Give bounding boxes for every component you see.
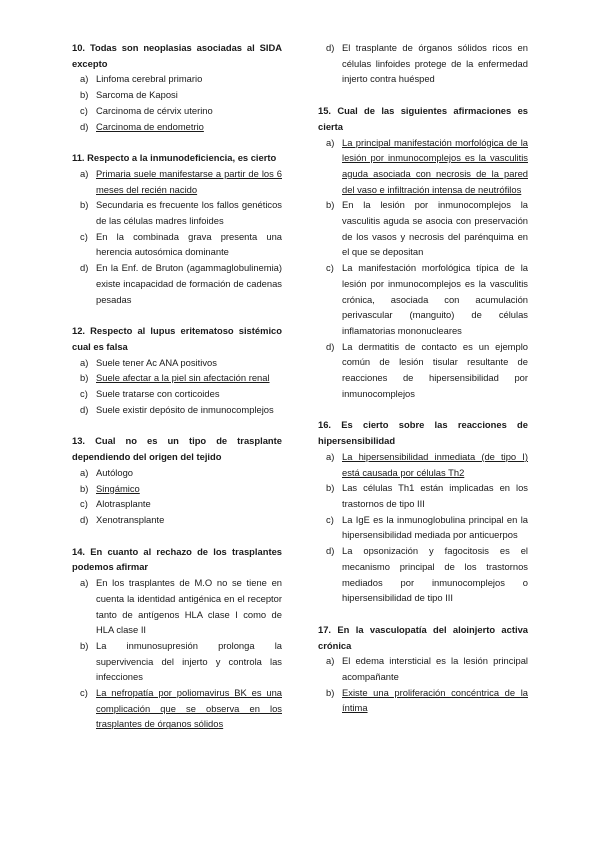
option-text: Suele existir depósito de inmunocomplejos bbox=[96, 403, 274, 415]
question-title bbox=[72, 150, 282, 166]
option-letter: c) bbox=[80, 104, 88, 116]
options-list bbox=[318, 135, 528, 402]
answer-option bbox=[72, 481, 282, 497]
option-text: Secundaria es frecuente los fallos genéticos de las células madres linfoides bbox=[96, 199, 282, 227]
question-text: Respecto a la inmunodeficiencia, es cierto bbox=[87, 152, 277, 164]
answer-option bbox=[72, 260, 282, 307]
option-letter: b) bbox=[326, 482, 335, 494]
option-letter: d) bbox=[80, 403, 89, 415]
question-number: 12. bbox=[72, 325, 86, 337]
option-text: Carcinoma de cérvix uterino bbox=[96, 104, 213, 116]
answer-option bbox=[318, 512, 528, 543]
question-block bbox=[318, 417, 528, 605]
option-text: Linfoma cerebral primario bbox=[96, 73, 203, 85]
option-text: Xenotransplante bbox=[96, 513, 165, 525]
option-letter: b) bbox=[80, 89, 89, 101]
question-number: 14. bbox=[72, 545, 86, 557]
option-text: En la Enf. de Bruton (agammaglobulinemia) existe incapacidad de formación de cadenas pesadas bbox=[96, 262, 282, 305]
answer-option bbox=[318, 653, 528, 684]
answer-option bbox=[72, 71, 282, 87]
option-text: La nefropatía por poliomavirus BK es una complicación que se observa en los trasplantes de órganos sólidos bbox=[96, 687, 282, 730]
option-letter: a) bbox=[80, 167, 89, 179]
option-text: Singámico bbox=[96, 482, 140, 494]
question-block bbox=[72, 323, 282, 417]
option-letter: c) bbox=[80, 230, 88, 242]
answer-option bbox=[72, 87, 282, 103]
answer-option bbox=[318, 339, 528, 402]
answer-option bbox=[318, 480, 528, 511]
question-title bbox=[318, 417, 528, 448]
question-title bbox=[318, 103, 528, 134]
question-number: 10. bbox=[72, 42, 86, 53]
options-list bbox=[72, 71, 282, 134]
question-number: 17. bbox=[318, 623, 332, 635]
option-text: La principal manifestación morfológica de la lesión por inmunocomplejos es la vasculitis aguda asociada con necrosis de la pared del vaso e infiltración intensa de neutrófilos bbox=[342, 136, 528, 195]
question-title bbox=[318, 622, 528, 653]
question-block bbox=[72, 150, 282, 307]
options-list bbox=[72, 166, 282, 307]
option-text: Sarcoma de Kaposi bbox=[96, 89, 178, 101]
option-letter: c) bbox=[80, 498, 88, 510]
options-list bbox=[72, 575, 282, 732]
option-text: Primaria suele manifestarse a partir de los 6 meses del recién nacido bbox=[96, 167, 282, 195]
answer-option bbox=[72, 575, 282, 638]
answer-option bbox=[318, 40, 528, 87]
answer-option bbox=[72, 229, 282, 260]
answer-option bbox=[318, 135, 528, 198]
option-letter: a) bbox=[80, 73, 89, 85]
answer-option bbox=[318, 260, 528, 339]
options-list bbox=[72, 355, 282, 418]
option-letter: a) bbox=[326, 655, 335, 667]
answer-option bbox=[72, 103, 282, 119]
option-letter: a) bbox=[80, 356, 89, 368]
answer-option bbox=[72, 685, 282, 732]
question-continuation bbox=[318, 40, 528, 87]
option-letter: c) bbox=[80, 687, 88, 699]
question-number: 11. bbox=[72, 152, 85, 164]
option-letter: a) bbox=[326, 450, 335, 462]
option-text: En la combinada grava presenta una herencia autosómica dominante bbox=[96, 230, 282, 258]
question-number: 13. bbox=[72, 435, 86, 447]
answer-option bbox=[72, 465, 282, 481]
option-letter: b) bbox=[326, 199, 335, 211]
right-column bbox=[318, 40, 528, 732]
answer-option bbox=[72, 402, 282, 418]
option-letter: b) bbox=[80, 199, 89, 211]
option-text: La manifestación morfológica típica de la lesión por inmunocomplejos es la vasculitis crónica, asociada con acumulación perivascular (manguito) de células inflamatorias mononucleares bbox=[342, 262, 528, 336]
option-text: El edema intersticial es la lesión principal acompañante bbox=[342, 655, 528, 683]
answer-option bbox=[72, 638, 282, 685]
option-letter: a) bbox=[326, 136, 335, 148]
question-text: Es cierto sobre las reacciones de hipersensibilidad bbox=[318, 419, 528, 447]
question-text: En cuanto al rechazo de los trasplantes podemos afirmar bbox=[72, 545, 283, 573]
option-letter: b) bbox=[326, 686, 335, 698]
option-text: La hipersensibilidad inmediata (de tipo I) está causada por células Th2 bbox=[342, 450, 528, 478]
question-text: Respecto al lupus eritematoso sistémico cual es falsa bbox=[72, 325, 282, 352]
option-letter: b) bbox=[80, 482, 89, 494]
option-text: Alotrasplante bbox=[96, 498, 151, 510]
option-letter: b) bbox=[80, 639, 89, 651]
question-title bbox=[72, 40, 282, 71]
option-letter: d) bbox=[80, 513, 89, 525]
option-letter: b) bbox=[80, 372, 89, 384]
question-text: En la vasculopatía del aloinjerto activa crónica bbox=[318, 623, 528, 651]
option-letter: d) bbox=[326, 340, 335, 352]
question-title bbox=[72, 323, 282, 354]
question-block bbox=[318, 622, 528, 716]
answer-option bbox=[72, 355, 282, 371]
answer-option bbox=[318, 685, 528, 716]
answer-option bbox=[72, 119, 282, 135]
option-text: Carcinoma de endometrio bbox=[96, 120, 204, 132]
options-list bbox=[318, 449, 528, 606]
question-title bbox=[72, 544, 282, 575]
left-column bbox=[72, 40, 282, 748]
answer-option bbox=[72, 197, 282, 228]
answer-option bbox=[72, 386, 282, 402]
question-text: Cual de las siguientes afirmaciones es cierta bbox=[318, 105, 528, 132]
option-letter: c) bbox=[326, 513, 334, 525]
answer-option bbox=[318, 197, 528, 260]
options-list bbox=[318, 653, 528, 716]
question-block bbox=[72, 544, 282, 732]
option-text: El trasplante de órganos sólidos ricos en células linfoides protege de la enfermedad injerto contra huésped bbox=[342, 42, 528, 85]
question-text: Cual no es un tipo de trasplante dependiendo del origen del tejido bbox=[72, 435, 282, 463]
question-number: 15. bbox=[318, 105, 332, 117]
option-text: Suele tener Ac ANA positivos bbox=[96, 356, 217, 368]
options-list bbox=[318, 40, 528, 87]
option-text: La inmunosupresión prolonga la supervivencia del injerto y controla las infecciones bbox=[96, 639, 282, 683]
answer-option bbox=[72, 370, 282, 386]
option-letter: d) bbox=[326, 42, 335, 53]
option-text: Las células Th1 están implicadas en los trastornos de tipo III bbox=[342, 482, 528, 509]
option-text: Existe una proliferación concéntrica de la íntima bbox=[342, 686, 528, 714]
option-text: En la lesión por inmunocomplejos la vasculitis aguda se asocia con preservación de los vasos y necrosis del parénquima en el que se depositan bbox=[342, 199, 528, 258]
option-letter: d) bbox=[80, 262, 89, 274]
answer-option bbox=[318, 449, 528, 480]
option-text: La opsonización y fagocitosis es el mecanismo principal de los trastornos mediados por inmunocomplejos o hipersensibilidad de tipo III bbox=[342, 545, 528, 604]
question-number: 16. bbox=[318, 419, 332, 431]
option-letter: d) bbox=[326, 545, 335, 557]
option-letter: c) bbox=[326, 262, 334, 274]
option-text: Autólogo bbox=[96, 466, 134, 478]
option-letter: a) bbox=[80, 466, 89, 478]
options-list bbox=[72, 465, 282, 528]
option-letter: c) bbox=[80, 388, 88, 400]
option-text: La dermatitis de contacto es un ejemplo común de lesión tisular resultante de reacciones de hipersensibilidad por inmunocomplejos bbox=[342, 340, 528, 399]
option-text: En los trasplantes de M.O no se tiene en cuenta la identidad antigénica en el receptor tanto de antígenos HLA clase I como de HLA clase II bbox=[96, 577, 282, 636]
question-text: Todas son neoplasias asociadas al SIDA excepto bbox=[72, 42, 283, 69]
option-text: Suele afectar a la piel sin afectación renal bbox=[96, 372, 270, 384]
answer-option bbox=[318, 543, 528, 606]
option-text: La IgE es la inmunoglobulina principal en la hipersensibilidad mediada por anticuerpos bbox=[342, 513, 528, 541]
answer-option bbox=[72, 166, 282, 197]
question-block bbox=[72, 433, 282, 527]
question-block bbox=[318, 103, 528, 401]
option-text: Suele tratarse con corticoides bbox=[96, 388, 220, 400]
question-block bbox=[72, 40, 282, 134]
question-title bbox=[72, 433, 282, 464]
answer-option bbox=[72, 496, 282, 512]
answer-option bbox=[72, 512, 282, 528]
option-letter: d) bbox=[80, 120, 89, 132]
option-letter: a) bbox=[80, 577, 89, 589]
